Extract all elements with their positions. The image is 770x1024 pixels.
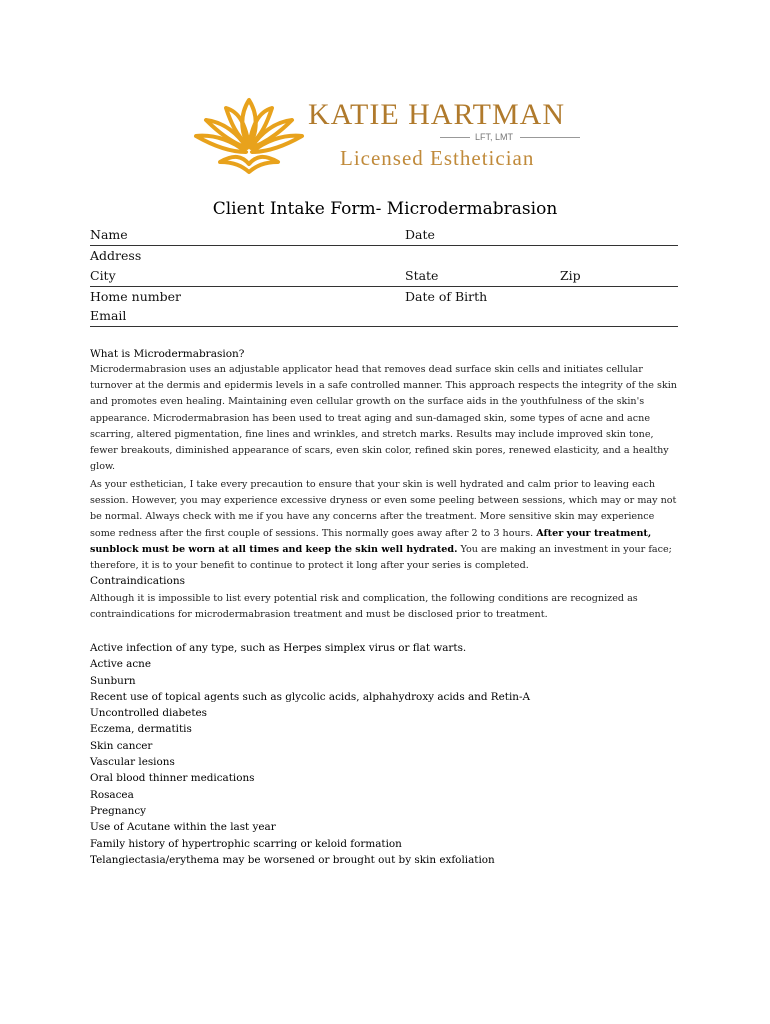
- contraindications-paragraph: Although it is impossible to list every potential risk and complication, the following conditions are recognized as contraindications for microdermabrasion treatment and must be disclosed prior to treatment.: [90, 593, 638, 621]
- name-field[interactable]: Name: [90, 227, 128, 242]
- list-item: Uncontrolled diabetes: [90, 707, 207, 720]
- form-title: Client Intake Form- Microdermabrasion: [212, 199, 558, 219]
- list-item: Recent use of topical agents such as glycolic acids, alphahydroxy acids and Retin-A: [90, 690, 530, 703]
- list-item: Telangiectasia/erythema may be worsened or brought out by skin exfoliation: [90, 853, 495, 866]
- list-item: Pregnancy: [90, 804, 147, 817]
- list-item: Use of Acutane within the last year: [90, 821, 276, 834]
- aftercare-text: As your esthetician, I take every precaution to ensure that your skin is well hydrated and calm prior to leaving each session. However, you may experience excessive dryness or even some peeling between sessions, which may or may not be normal. Always check with me if you have any concerns after the treatment. More sensitive skin may experience some redness after the first couple of sessions. This normally goes away after 2 to 3 hours.: [90, 479, 677, 539]
- list-item: Sunburn: [90, 674, 136, 687]
- date-of-birth-field[interactable]: Date of Birth: [405, 289, 488, 304]
- list-item: Eczema, dermatitis: [90, 723, 192, 736]
- home-number-field[interactable]: Home number: [90, 289, 181, 304]
- list-item: Vascular lesions: [90, 756, 175, 769]
- state-field[interactable]: State: [405, 268, 439, 283]
- phone-dob-row: [90, 287, 678, 307]
- date-field[interactable]: Date: [405, 227, 435, 242]
- aftercare-warning: After your treatment, sunblock must be worn at all times and keep the skin well hydrated.: [90, 527, 652, 555]
- brand-logo: [190, 92, 580, 178]
- list-item: Active acne: [90, 658, 151, 671]
- aftercare-paragraph: [90, 477, 678, 574]
- logo-divider: [440, 137, 470, 138]
- logo-name: KATIE HARTMAN: [308, 98, 566, 131]
- name-date-row: [90, 225, 678, 246]
- about-heading: What is Microdermabrasion?: [90, 348, 245, 360]
- lotus-icon: [190, 92, 308, 178]
- list-item: Rosacea: [90, 788, 134, 801]
- email-row: [90, 306, 678, 327]
- city-state-zip-row: [90, 266, 678, 287]
- list-item: Family history of hypertrophic scarring or keloid formation: [90, 837, 402, 850]
- list-item: Oral blood thinner medications: [90, 772, 255, 785]
- aftercare-text-end: You are making an investment in your face; therefore, it is to your benefit to continue to protect it long after your series is completed.: [90, 543, 672, 572]
- address-field[interactable]: Address: [90, 248, 142, 263]
- logo-divider: [520, 137, 580, 138]
- zip-field[interactable]: Zip: [560, 268, 581, 283]
- contraindications-list: [90, 640, 530, 868]
- address-row: [90, 246, 678, 266]
- list-item: Active infection of any type, such as Herpes simplex virus or flat warts.: [90, 642, 467, 654]
- city-field[interactable]: City: [90, 268, 116, 283]
- logo-subtitle: Licensed Esthetician: [340, 146, 535, 170]
- list-item: Skin cancer: [90, 739, 153, 752]
- email-field[interactable]: Email: [90, 308, 127, 323]
- logo-credentials: LFT, LMT: [475, 132, 514, 142]
- about-paragraph: Microdermabrasion uses an adjustable applicator head that removes dead surface skin cells and initiates cellular turnover at the dermis and epidermis levels in a safe controlled manner. This approach respects the integrity of the skin and promotes even healing. Maintaining even cellular growth on the surface aids in the youthfulness of the skin's appearance. Microdermabrasion has been used to treat aging and sun-damaged skin, some types of acne and acne scarring, altered pigmentation, fine lines and wrinkles, and stretch marks. Results may include improved skin tone, fewer breakouts, diminished appearance of scars, even skin color, refined skin pores, renewed elasticity, and a healthy glow.: [90, 364, 677, 473]
- contraindications-heading: Contraindications: [90, 575, 186, 587]
